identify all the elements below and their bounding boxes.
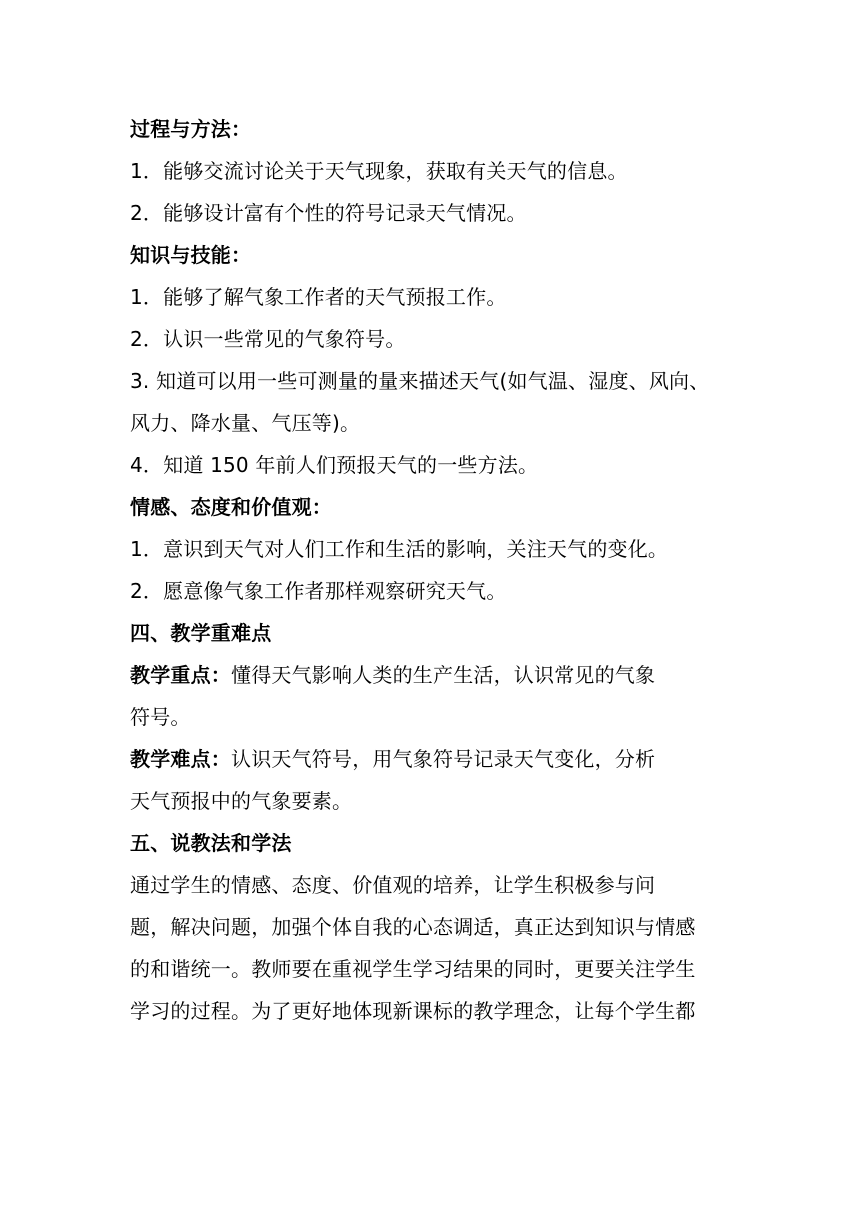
- list-item: 1．能够了解气象工作者的天气预报工作。: [130, 285, 507, 309]
- section-heading-key-difficult: 四、教学重难点: [130, 621, 272, 645]
- difficult-point-continuation: 天气预报中的气象要素。: [130, 789, 353, 813]
- section-heading-knowledge-skill: 知识与技能：: [130, 243, 252, 267]
- key-point-continuation: 符号。: [130, 705, 191, 729]
- document-content: [130, 108, 740, 1032]
- list-item: 3. 知道可以用一些可测量的量来描述天气(如气温、湿度、风向、: [130, 369, 710, 393]
- key-point-text: 懂得天气影响人类的生产生活，认识常见的气象: [231, 663, 656, 687]
- paragraph-line: 学习的过程。为了更好地体现新课标的教学理念，让每个学生都: [130, 999, 696, 1023]
- section-heading-methods: 五、说教法和学法: [130, 831, 292, 855]
- section-heading-emotion-values: 情感、态度和价值观：: [130, 495, 332, 519]
- key-point-label: 教学重点：: [130, 663, 231, 687]
- section-heading-process-method: 过程与方法：: [130, 117, 252, 141]
- list-item: 2．认识一些常见的气象符号。: [130, 327, 406, 351]
- list-item: 2．能够设计富有个性的符号记录天气情况。: [130, 201, 527, 225]
- paragraph-line: 通过学生的情感、态度、价值观的培养，让学生积极参与问: [130, 873, 656, 897]
- list-item: 4．知道 150 年前人们预报天气的一些方法。: [130, 453, 539, 477]
- list-item: 1．能够交流讨论关于天气现象，获取有关天气的信息。: [130, 159, 628, 183]
- difficult-point-line: [130, 738, 740, 780]
- paragraph-line: 的和谐统一。教师要在重视学生学习结果的同时，更要关注学生: [130, 957, 696, 981]
- difficult-point-label: 教学难点：: [130, 747, 231, 771]
- difficult-point-text: 认识天气符号，用气象符号记录天气变化，分析: [231, 747, 656, 771]
- key-point-line: [130, 654, 740, 696]
- list-item-continuation: 风力、降水量、气压等)。: [130, 411, 361, 435]
- list-item: 2．愿意像气象工作者那样观察研究天气。: [130, 579, 507, 603]
- paragraph-line: 题，解决问题，加强个体自我的心态调适，真正达到知识与情感: [130, 915, 696, 939]
- list-item: 1．意识到天气对人们工作和生活的影响，关注天气的变化。: [130, 537, 669, 561]
